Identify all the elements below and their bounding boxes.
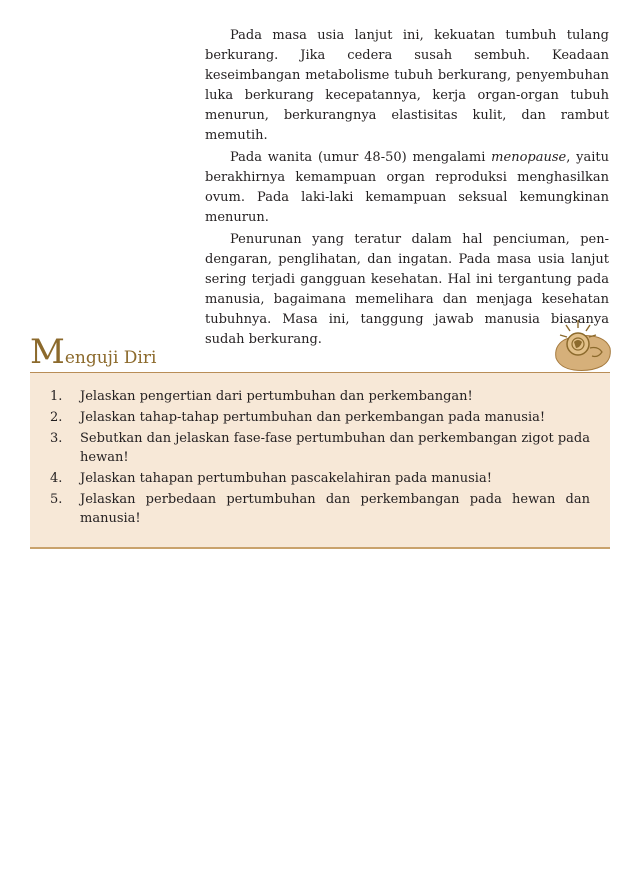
exercise-text: Jelaskan pengertian dari pertumbuhan dan perkembangan!: [80, 389, 473, 404]
paragraph-2-start: Pada wanita (umur 48-50) mengalami: [230, 150, 492, 165]
exercise-number: 5.: [50, 492, 63, 507]
exercise-number: 4.: [50, 471, 63, 486]
exercise-list: [30, 373, 610, 528]
exercise-text: Jelaskan tahapan pertumbuhan pascakelahiran pada manusia!: [80, 471, 492, 486]
exercise-text: Jelaskan perbedaan pertumbuhan dan perkembangan pada hewan dan manusia!: [80, 492, 590, 526]
body-text: [205, 26, 609, 352]
paragraph-3: Penurunan yang teratur dalam hal penciuman, pen-dengaran, penglihatan, dan ingatan. Pada masa usia lanjut sering terjadi gangguan kesehatan. Hal ini tergantung pada manusia, bagaimana memelihara dan menjaga kesehatan tubuhnya. Masa ini, tanggung jawab manusia biasanya sudah berkurang.: [205, 232, 609, 347]
exercise-item: [50, 408, 590, 427]
exercise-item: [50, 490, 590, 528]
exercise-number: 1.: [50, 389, 63, 404]
exercise-box: [30, 373, 610, 549]
exercise-number: 3.: [50, 431, 63, 446]
section-title-rest: enguji Diri: [64, 348, 157, 368]
section-title-initial: M: [30, 332, 65, 372]
exercise-text: Sebutkan dan jelaskan fase-fase pertumbuhan dan perkembangan zigot pada hewan!: [80, 431, 590, 465]
paragraph-1: Pada masa usia lanjut ini, kekuatan tumbuh tulang berkurang. Jika cedera susah sembuh. Keadaan keseimbangan metabolisme tubuh berkurang, penyembuhan luka berkurang kecepatannya, kerja organ-organ tubuh menurun, berkurangnya elastisitas kulit, dan rambut memutih.: [205, 28, 609, 143]
paragraph-2-end: , yaitu berakhirnya kemampuan organ reproduksi menghasilkan ovum. Pada laki-laki kemampuan seksual kemungkinan menurun.: [205, 150, 609, 225]
menopause-term: menopause: [491, 150, 567, 165]
sun-emblem-icon: [550, 318, 614, 374]
exercise-text: Jelaskan tahap-tahap pertumbuhan dan perkembangan pada manusia!: [80, 410, 546, 425]
exercise-item: [50, 429, 590, 467]
exercise-item: [50, 387, 590, 406]
section-title: [30, 332, 156, 372]
exercise-item: [50, 469, 590, 488]
paragraph-2: [205, 148, 609, 228]
exercise-number: 2.: [50, 410, 63, 425]
section-header: [30, 330, 610, 374]
